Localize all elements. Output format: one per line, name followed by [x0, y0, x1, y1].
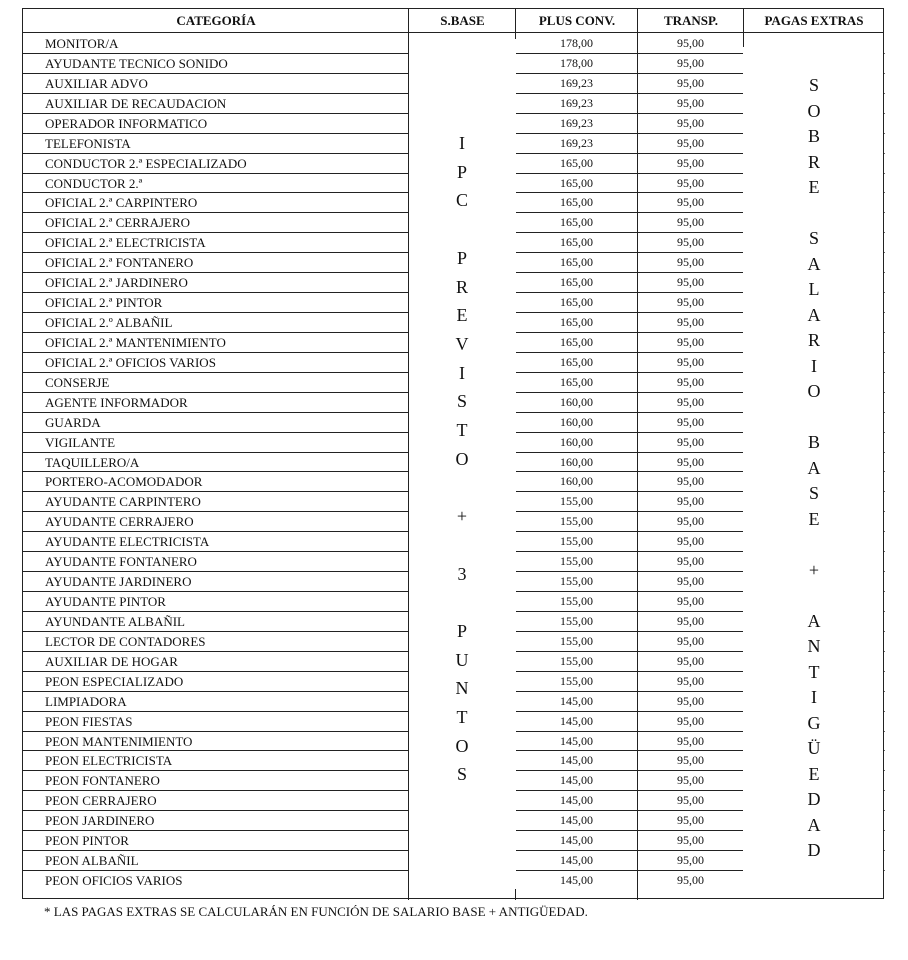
plus-conv-cell: 160,00 [560, 414, 593, 429]
categoria-cell: OFICIAL 2.º ALBAÑIL [45, 315, 173, 331]
table-row [23, 732, 743, 752]
sbase-letter: I [459, 133, 465, 153]
pagas-letter: G [807, 712, 821, 733]
table-row [23, 472, 743, 492]
edge-dot [884, 372, 885, 373]
pagas-letter: D [807, 789, 821, 809]
plus-conv-cell: 165,00 [560, 374, 593, 389]
table-row [23, 174, 743, 194]
edge-dot [884, 412, 885, 413]
table-row [23, 293, 743, 313]
transp-cell: 95,00 [677, 155, 704, 170]
categoria-cell: AGENTE INFORMADOR [45, 394, 188, 410]
plus-conv-cell: 145,00 [560, 713, 593, 728]
sbase-letter: U [455, 649, 469, 670]
edge-dot [884, 511, 885, 512]
edge-dot [884, 113, 885, 114]
plus-conv-cell: 145,00 [560, 853, 593, 868]
categoria-cell: PEON OFICIOS VARIOS [45, 873, 183, 889]
table-row [23, 94, 743, 114]
edge-dot [884, 631, 885, 632]
edge-dot [884, 452, 885, 453]
plus-conv-cell: 155,00 [560, 574, 593, 589]
edge-dot [884, 731, 885, 732]
transp-cell: 95,00 [677, 115, 704, 130]
categoria-cell: AYUDANTE ELECTRICISTA [45, 534, 210, 550]
categoria-cell: OFICIAL 2.ª PINTOR [45, 295, 163, 311]
transp-cell: 95,00 [677, 574, 704, 589]
table-row [23, 572, 743, 592]
categoria-cell: GUARDA [45, 414, 101, 430]
table-row [23, 114, 743, 134]
transp-cell: 95,00 [677, 554, 704, 569]
transp-cell: 95,00 [677, 534, 704, 549]
edge-dot [884, 232, 885, 233]
categoria-cell: PEON PINTOR [45, 833, 129, 849]
plus-conv-cell: 165,00 [560, 295, 593, 310]
pagas-letter: O [807, 381, 821, 401]
table-row [23, 751, 743, 771]
transp-cell: 95,00 [677, 633, 704, 648]
transp-cell: 95,00 [677, 55, 704, 70]
plus-conv-cell: 145,00 [560, 833, 593, 848]
table-row [23, 512, 743, 532]
table-row [23, 632, 743, 652]
categoria-cell: LIMPIADORA [45, 693, 127, 709]
pagas-letter: E [808, 508, 820, 529]
table-row [23, 353, 743, 373]
pagas-letter: B [807, 126, 820, 146]
plus-conv-cell: 155,00 [560, 534, 593, 549]
sbase-letter: T [456, 420, 468, 440]
edge-dot [884, 750, 885, 751]
categoria-cell: OFICIAL 2.ª CARPINTERO [45, 195, 198, 211]
plus-conv-cell: 165,00 [560, 235, 593, 250]
table-row [23, 552, 743, 572]
table-row [23, 433, 743, 453]
transp-cell: 95,00 [677, 175, 704, 190]
plus-conv-cell: 169,23 [560, 135, 593, 150]
transp-cell: 95,00 [677, 36, 704, 50]
categoria-cell: CONDUCTOR 2.ª ESPECIALIZADO [45, 155, 247, 171]
transp-cell: 95,00 [677, 833, 704, 848]
plus-conv-cell: 155,00 [560, 514, 593, 529]
sbase-letter: E [456, 305, 468, 326]
pagas-letter: A [807, 610, 821, 631]
edge-dot [884, 531, 885, 532]
pagas-letter: R [807, 151, 820, 172]
plus-conv-cell: 165,00 [560, 155, 593, 170]
edge-dot [884, 352, 885, 353]
table-row [23, 134, 743, 154]
transp-cell: 95,00 [677, 334, 704, 349]
header-plus-conv: PLUS CONV. [516, 9, 638, 33]
plus-conv-cell: 165,00 [560, 275, 593, 290]
table-row [23, 34, 743, 54]
transp-cell: 95,00 [677, 713, 704, 728]
edge-dot [884, 471, 885, 472]
table-row [23, 154, 743, 174]
table-row [23, 871, 743, 891]
pagas-letter: S [808, 75, 819, 95]
categoria-cell: AYUDANTE JARDINERO [45, 574, 192, 590]
table-row [23, 273, 743, 293]
plus-conv-cell: 160,00 [560, 474, 593, 489]
sbase-letter: + [456, 506, 468, 527]
sbase-letter: S [456, 391, 467, 412]
table-row [23, 649, 743, 672]
categoria-cell: OFICIAL 2.ª FONTANERO [45, 255, 194, 271]
edge-dot [884, 830, 885, 831]
categoria-cell: AYUDANTE FONTANERO [45, 554, 197, 570]
categoria-cell: AUXILIAR ADVO [45, 75, 148, 91]
sbase-letter: N [455, 678, 469, 699]
plus-conv-cell: 165,00 [560, 315, 593, 330]
plus-conv-cell: 165,00 [560, 255, 593, 270]
pagas-letter: N [807, 636, 821, 656]
plus-conv-cell: 165,00 [560, 195, 593, 210]
edge-dot [884, 93, 885, 94]
pagas-letter: S [808, 228, 819, 248]
plus-conv-cell: 178,00 [560, 55, 593, 70]
table-row [23, 213, 743, 233]
pagas-letter: + [808, 559, 820, 580]
edge-dot [884, 192, 885, 193]
transp-cell: 95,00 [677, 613, 704, 628]
table-row [23, 712, 743, 732]
categoria-cell: VIGILANTE [45, 434, 116, 450]
pagas-letter: A [807, 457, 821, 478]
transp-cell: 95,00 [677, 853, 704, 868]
categoria-cell: CONDUCTOR 2.ª [45, 175, 143, 191]
table-row [23, 492, 743, 512]
categoria-cell: AYUDANTE CARPINTERO [45, 494, 201, 510]
plus-conv-cell: 165,00 [560, 215, 593, 230]
categoria-cell: PEON MANTENIMIENTO [45, 733, 193, 749]
table-row [23, 413, 743, 433]
table-row [23, 453, 743, 473]
transp-cell: 95,00 [677, 394, 704, 409]
edge-dot [884, 53, 885, 54]
header-transp: TRANSP. [638, 9, 744, 33]
edge-dot [884, 392, 885, 393]
sbase-letter: I [459, 362, 465, 383]
categoria-cell: PEON FONTANERO [45, 773, 160, 789]
edge-dot [884, 312, 885, 313]
plus-conv-cell: 169,23 [560, 115, 593, 130]
edge-dot [884, 432, 885, 433]
edge-dot [884, 491, 885, 492]
pagas-letter: T [808, 661, 820, 682]
categoria-cell: OFICIAL 2.ª JARDINERO [45, 275, 188, 291]
plus-conv-cell: 145,00 [560, 813, 593, 828]
sbase-letter: 3 [457, 563, 467, 584]
transp-cell: 95,00 [677, 414, 704, 429]
edge-dot [884, 611, 885, 612]
edge-dot [884, 770, 885, 771]
plus-conv-cell: 160,00 [560, 394, 593, 409]
salary-table [22, 8, 884, 899]
plus-conv-cell: 155,00 [560, 494, 593, 509]
edge-dot [884, 153, 885, 154]
table-row [23, 74, 743, 94]
transp-cell: 95,00 [677, 374, 704, 389]
plus-conv-cell: 155,00 [560, 633, 593, 648]
categoria-cell: PEON FIESTAS [45, 713, 133, 729]
plus-conv-cell: 178,00 [560, 36, 593, 50]
plus-conv-cell: 145,00 [560, 873, 593, 888]
table-row [23, 54, 743, 74]
header-pagas-extras: PAGAS EXTRAS [744, 9, 884, 33]
transp-cell: 95,00 [677, 255, 704, 270]
pagas-letter: E [808, 177, 820, 197]
footnote: * LAS PAGAS EXTRAS SE CALCULARÁN EN FUNCIÓN DE SALARIO BASE + ANTIGÜEDAD. [44, 904, 588, 919]
plus-conv-cell: 145,00 [560, 753, 593, 768]
plus-conv-cell: 155,00 [560, 613, 593, 628]
plus-conv-cell: 145,00 [560, 773, 593, 788]
categoria-cell: AYUDANTE CERRAJERO [45, 514, 194, 530]
pagas-letter: I [811, 355, 817, 376]
table-row [23, 771, 743, 791]
categoria-cell: AYUNDANTE ALBAÑIL [45, 613, 185, 629]
categoria-cell: OPERADOR INFORMATICO [45, 115, 208, 131]
categoria-cell: CONSERJE [45, 374, 110, 390]
edge-dot [884, 133, 885, 134]
transp-cell: 95,00 [677, 733, 704, 748]
categoria-cell: PEON CERRAJERO [45, 793, 157, 809]
transp-cell: 95,00 [677, 135, 704, 150]
plus-conv-cell: 145,00 [560, 793, 593, 808]
categoria-cell: OFICIAL 2.ª OFICIOS VARIOS [45, 354, 216, 370]
categoria-cell: OFICIAL 2.ª CERRAJERO [45, 215, 191, 231]
categoria-cell: LECTOR DE CONTADORES [45, 633, 206, 649]
pagas-letter: R [807, 330, 820, 350]
pagas-letter: B [807, 432, 820, 452]
transp-cell: 95,00 [677, 434, 704, 449]
categoria-cell: MONITOR/A [45, 36, 119, 51]
edge-dot [884, 790, 885, 791]
plus-conv-cell: 169,23 [560, 95, 593, 110]
categoria-cell: OFICIAL 2.ª ELECTRICISTA [45, 235, 206, 251]
transp-cell: 95,00 [677, 793, 704, 808]
edge-dot [884, 252, 885, 253]
plus-conv-cell: 165,00 [560, 175, 593, 190]
sbase-letter: V [455, 333, 469, 354]
categoria-cell: AUXILIAR DE RECAUDACION [45, 95, 227, 111]
sbase-letter: S [456, 764, 467, 785]
table-row [23, 791, 743, 811]
table-row [23, 313, 743, 333]
edge-dot [884, 571, 885, 572]
edge-dot [884, 292, 885, 293]
header-categoria: CATEGORÍA [23, 9, 409, 33]
edge-dot [884, 272, 885, 273]
plus-conv-cell: 155,00 [560, 554, 593, 569]
table-row [23, 193, 743, 213]
plus-conv-cell: 155,00 [560, 673, 593, 688]
transp-cell: 95,00 [677, 215, 704, 230]
edge-dot [884, 711, 885, 712]
edge-dot [884, 810, 885, 811]
categoria-cell: PEON ELECTRICISTA [45, 753, 173, 769]
edge-dot [884, 212, 885, 213]
transp-cell: 95,00 [677, 95, 704, 110]
table-row [23, 333, 743, 353]
edge-dot [884, 850, 885, 851]
pagas-letter: D [807, 840, 821, 860]
edge-dot [884, 332, 885, 333]
sbase-letter: T [456, 707, 468, 727]
edge-dot [884, 591, 885, 592]
transp-cell: 95,00 [677, 594, 704, 609]
sbase-letter: O [455, 735, 469, 756]
plus-conv-cell: 155,00 [560, 594, 593, 609]
edge-dot [884, 173, 885, 174]
transp-cell: 95,00 [677, 673, 704, 688]
transp-cell: 95,00 [677, 315, 704, 330]
edge-dot [884, 651, 885, 652]
table-row [23, 233, 743, 253]
edge-dot [884, 73, 885, 74]
transp-cell: 95,00 [677, 195, 704, 210]
edge-dot [884, 870, 885, 871]
plus-conv-cell: 169,23 [560, 75, 593, 90]
pagas-letter: Ü [807, 738, 821, 758]
edge-dot [884, 551, 885, 552]
sbase-letter: P [456, 161, 467, 182]
pagas-letter: I [811, 687, 817, 707]
pagas-letter: S [808, 483, 819, 503]
categoria-cell: TAQUILLERO/A [45, 454, 140, 470]
transp-cell: 95,00 [677, 235, 704, 250]
table-row [23, 532, 743, 552]
plus-conv-cell: 145,00 [560, 733, 593, 748]
categoria-cell: AYUDANTE PINTOR [45, 594, 166, 610]
transp-cell: 95,00 [677, 773, 704, 788]
categoria-cell: PORTERO-ACOMODADOR [45, 474, 203, 490]
table-row [23, 592, 743, 612]
categoria-cell: PEON ALBAÑIL [45, 853, 139, 869]
categoria-cell: AYUDANTE TECNICO SONIDO [45, 55, 228, 71]
table-row [23, 672, 743, 692]
transp-cell: 95,00 [677, 275, 704, 290]
table-row [23, 253, 743, 273]
transp-cell: 95,00 [677, 693, 704, 708]
table-row [23, 811, 743, 831]
table-row [23, 393, 743, 413]
transp-cell: 95,00 [677, 653, 704, 668]
transp-cell: 95,00 [677, 873, 704, 888]
transp-cell: 95,00 [677, 295, 704, 310]
sbase-letter: P [456, 620, 467, 641]
table-row [23, 851, 743, 871]
table-row [23, 831, 743, 851]
transp-cell: 95,00 [677, 813, 704, 828]
pagas-letter: L [808, 279, 820, 299]
plus-conv-cell: 145,00 [560, 693, 593, 708]
pagas-letter: O [807, 100, 821, 121]
transp-cell: 95,00 [677, 354, 704, 369]
sbase-letter: C [455, 190, 468, 211]
plus-conv-cell: 160,00 [560, 454, 593, 469]
sbase-letter: O [455, 448, 469, 469]
categoria-cell: PEON ESPECIALIZADO [45, 673, 184, 689]
transp-cell: 95,00 [677, 474, 704, 489]
edge-dot [884, 691, 885, 692]
categoria-cell: OFICIAL 2.ª MANTENIMIENTO [45, 334, 226, 350]
table-row [23, 373, 743, 393]
pagas-letter: A [807, 304, 821, 325]
plus-conv-cell: 160,00 [560, 434, 593, 449]
header-sbase: S.BASE [409, 9, 516, 33]
transp-cell: 95,00 [677, 514, 704, 529]
table-row [23, 692, 743, 712]
transp-cell: 95,00 [677, 753, 704, 768]
sbase-letter: R [455, 276, 468, 297]
pagas-letter: A [807, 814, 821, 835]
pagas-letter: E [808, 763, 820, 784]
categoria-cell: TELEFONISTA [45, 135, 131, 151]
table-row [23, 612, 743, 632]
sbase-letter: P [456, 247, 467, 268]
pagas-letter: A [807, 253, 821, 274]
divider-transp [743, 9, 744, 47]
edge-dot [884, 671, 885, 672]
transp-cell: 95,00 [677, 454, 704, 469]
categoria-cell: AUXILIAR DE HOGAR [45, 653, 178, 669]
plus-conv-cell: 165,00 [560, 354, 593, 369]
categoria-cell: PEON JARDINERO [45, 813, 155, 829]
transp-cell: 95,00 [677, 75, 704, 90]
transp-cell: 95,00 [677, 494, 704, 509]
plus-conv-cell: 165,00 [560, 334, 593, 349]
plus-conv-cell: 155,00 [560, 653, 593, 668]
